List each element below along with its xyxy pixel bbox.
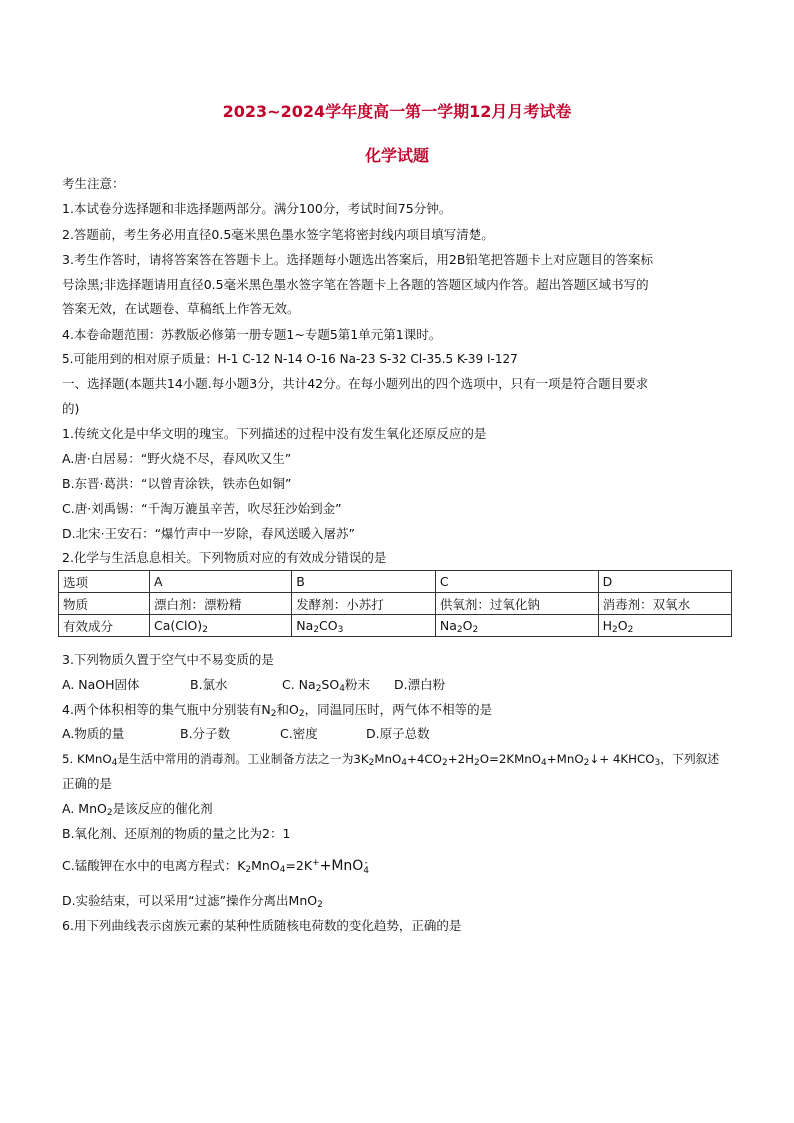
subscript: 2 <box>473 758 480 768</box>
question-4-option-a: A.物质的量 <box>62 726 125 741</box>
table-row <box>59 615 732 637</box>
stem-text: ，同温同压时，两气体不相等的是 <box>304 702 493 717</box>
option-text: A. MnO <box>62 801 107 816</box>
subscript: 2 <box>106 808 113 818</box>
table-cell <box>598 615 731 637</box>
stem-text: +MnO <box>546 752 584 766</box>
question-6-stem: 6.用下列曲线表示卤族元素的某种性质随核电荷数的变化趋势，正确的是 <box>62 918 462 933</box>
table-cell <box>150 615 292 637</box>
stem-text: ，下列叙述 <box>660 752 720 766</box>
question-5-option-c <box>62 858 742 875</box>
stem-text: 和O <box>276 702 299 717</box>
question-1-option-d: D.北宋·王安石：“爆竹声中一岁除，春风送暖入屠苏” <box>62 526 356 541</box>
stem-text: MnO <box>374 752 402 766</box>
stem-text: +2H <box>447 752 474 766</box>
table-cell: 有效成分 <box>59 615 150 637</box>
section-heading-line-1: 一、选择题(本题共14小题.每小题3分，共计42分。在每小题列出的四个选项中，只有一项是符合题目要求 <box>62 376 649 391</box>
subscript: 3 <box>654 758 661 768</box>
table-cell: D <box>598 571 731 593</box>
question-1-stem: 1.传统文化是中华文明的瑰宝。下列描述的过程中没有发生氧化还原反应的是 <box>62 426 487 441</box>
question-3-option-a: A. NaOH固体 <box>62 677 140 692</box>
formula: Na <box>296 618 314 633</box>
question-3-option-b: B.氯水 <box>190 677 228 692</box>
question-3-option-c <box>282 677 394 693</box>
stem-text: ↓+ 4KHCO <box>589 752 655 766</box>
option-text: =2K <box>285 858 313 873</box>
subscript: 2 <box>202 625 208 635</box>
question-5-stem-line-2: 正确的是 <box>62 776 113 791</box>
table-cell: 发酵剂：小苏打 <box>292 593 436 615</box>
subscript: 2 <box>245 865 252 875</box>
notice-item-5: 5.可能用到的相对原子质量：H-1 C-12 N-14 O-16 Na-23 S-32 Cl-35.5 K-39 I-127 <box>62 352 518 366</box>
notice-heading: 考生注意： <box>62 176 125 191</box>
option-text: 是该反应的催化剂 <box>112 801 213 816</box>
subscript: 2 <box>583 758 590 768</box>
table-cell <box>435 615 598 637</box>
option-text: C.锰酸钾在水中的电离方程式：K <box>62 858 246 873</box>
option-text: C. Na <box>282 677 316 692</box>
stem-text: O=2KMnO <box>479 752 542 766</box>
subscript: 4 <box>401 758 408 768</box>
subscript: 2 <box>368 758 375 768</box>
notice-item-4: 4.本卷命题范围：苏教版必修第一册专题1~专题5第1单元第1课时。 <box>62 327 442 342</box>
section-heading-line-2: 的) <box>62 401 80 416</box>
option-text: MnO <box>251 858 280 873</box>
question-3-options <box>62 677 742 693</box>
notice-item-2: 2.答题前，考生务必用直径0.5毫米黑色墨水签字笔将密封线内项目填写清楚。 <box>62 227 494 242</box>
table-cell: 供氧剂：过氧化钠 <box>435 593 598 615</box>
option-text: +MnO <box>319 858 364 874</box>
option-text: 粉末 <box>344 677 370 692</box>
table-cell: 物质 <box>59 593 150 615</box>
formula: Ca(ClO) <box>154 618 203 633</box>
question-1-option-c: C.唐·刘禹锡：“千淘万漉虽辛苦，吹尽狂沙始到金” <box>62 501 342 516</box>
subscript: 2 <box>441 758 448 768</box>
ion-charge <box>363 859 369 875</box>
table-cell: 漂白剂：漂粉精 <box>150 593 292 615</box>
question-2-stem: 2.化学与生活息息相关。下列物质对应的有效成分错误的是 <box>62 550 387 565</box>
question-4-option-d: D.原子总数 <box>366 726 430 741</box>
question-5-option-a <box>62 801 742 817</box>
table-cell: A <box>150 571 292 593</box>
formula: CO <box>319 618 338 633</box>
formula: O <box>462 618 473 633</box>
notice-item-3-line-3: 答案无效，在试题卷、草稿纸上作答无效。 <box>62 301 300 316</box>
subscript: 4 <box>363 865 370 876</box>
subscript: 2 <box>298 709 305 719</box>
formula: O <box>617 618 628 633</box>
table-row <box>59 593 732 615</box>
subscript: 2 <box>472 625 479 635</box>
subscript: 2 <box>612 625 618 635</box>
question-4-option-c: C.密度 <box>280 726 318 741</box>
question-3-stem: 3.下列物质久置于空气中不易变质的是 <box>62 652 274 667</box>
notice-item-3-line-1: 3.考生作答时，请将答案答在答题卡上。选择题每小题选出答案后，用2B铅笔把答题卡上对应题目的答案标 <box>62 252 653 267</box>
subscript: 3 <box>337 625 344 635</box>
question-2-table <box>58 570 732 637</box>
exam-title: 2023~2024学年度高一第一学期12月月考试卷 <box>222 102 572 121</box>
subscript: 2 <box>270 709 277 719</box>
notice-item-3-line-2: 号涂黑;非选择题请用直径0.5毫米黑色墨水签字笔在答题卡上各题的答题区域内作答。超出答题区域书写的 <box>62 277 649 292</box>
subscript: 4 <box>279 865 286 875</box>
subscript: 2 <box>315 684 322 694</box>
question-5-option-d <box>62 893 742 909</box>
subscript: 2 <box>627 625 634 635</box>
table-row <box>59 571 732 593</box>
formula: Na <box>439 618 457 633</box>
notice-item-1: 1.本试卷分选择题和非选择题两部分。满分100分，考试时间75分钟。 <box>62 201 452 216</box>
table-cell: B <box>292 571 436 593</box>
question-4-option-b: B.分子数 <box>180 726 231 741</box>
subscript: 4 <box>339 684 345 694</box>
subscript: 2 <box>317 900 323 910</box>
superscript: + <box>312 857 320 868</box>
table-cell: 选项 <box>59 571 150 593</box>
option-text: SO <box>321 677 340 692</box>
question-4-options <box>62 726 742 742</box>
option-text: D.实验结束，可以采用“过滤”操作分离出MnO <box>62 893 318 908</box>
table-cell: C <box>435 571 598 593</box>
question-5-option-b: B.氧化剂、还原剂的物质的量之比为2：1 <box>62 826 291 841</box>
stem-text: 是生活中常用的消毒剂。工业制备方法之一为3K <box>117 752 369 766</box>
question-1-option-b: B.东晋·葛洪：“以曾青涂铁，铁赤色如铜” <box>62 476 292 491</box>
subscript: 2 <box>313 625 320 635</box>
subscript: 4 <box>541 758 547 768</box>
question-4-stem <box>62 702 742 718</box>
subject-title: 化学试题 <box>364 146 429 165</box>
stem-text: +4CO <box>407 752 442 766</box>
table-cell <box>292 615 436 637</box>
superscript: - <box>364 857 368 868</box>
question-3-option-d: D.漂白粉 <box>394 677 446 692</box>
subscript: 2 <box>456 625 463 635</box>
subscript: 4 <box>111 758 118 768</box>
question-1-option-a: A.唐·白居易：“野火烧不尽，春风吹又生” <box>62 451 292 466</box>
formula: H <box>602 618 613 633</box>
stem-text: 5. KMnO <box>62 752 112 766</box>
stem-text: 4.两个体积相等的集气瓶中分别装有N <box>62 702 271 717</box>
table-cell: 消毒剂：双氧水 <box>598 593 731 615</box>
question-5-stem <box>62 751 742 767</box>
